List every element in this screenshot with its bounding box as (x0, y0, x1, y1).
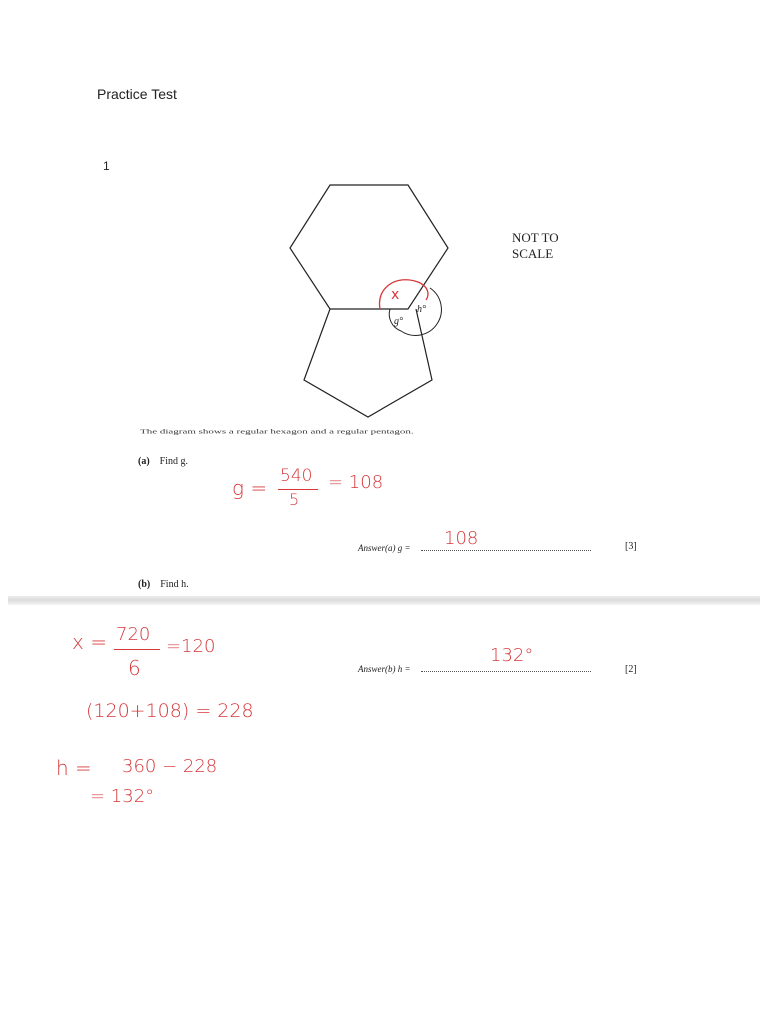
part-a-working (232, 466, 402, 514)
part-b-prompt (138, 579, 189, 590)
answer-b-row (358, 662, 591, 674)
working-b-lhs: x = (72, 630, 107, 654)
part-a-text: Find g. (159, 456, 189, 467)
marks-b: [2] (625, 664, 637, 675)
answer-a-var: g = (397, 543, 411, 553)
working-a-numerator: 540 (280, 466, 313, 486)
regular-pentagon (304, 309, 432, 417)
answer-b-handwritten: 132° (490, 645, 534, 666)
question-number: 1 (103, 159, 110, 173)
page-fold-divider (8, 596, 760, 605)
part-b-label: (b) (138, 579, 151, 590)
angle-x-label: x (391, 287, 400, 303)
answer-a-prefix: Answer(a) (358, 543, 396, 553)
angle-g-label: g° (394, 316, 403, 327)
hexagon-pentagon-diagram (270, 170, 470, 425)
working-b-line2: (120+108) = 228 (86, 700, 254, 722)
working-a-lhs: g = (232, 476, 268, 500)
marks-a: [3] (625, 541, 637, 552)
not-to-scale-note (512, 230, 559, 262)
answer-b-var: h = (397, 664, 411, 674)
regular-hexagon (290, 185, 448, 309)
answer-b-prefix: Answer(b) (358, 664, 396, 674)
part-a-prompt (138, 456, 188, 467)
answer-a-handwritten: 108 (444, 528, 479, 549)
working-a-denominator: 5 (289, 490, 300, 509)
working-b-line3-lhs: h = (56, 756, 92, 780)
not-to-scale-line2: SCALE (512, 246, 554, 261)
part-b-working (56, 622, 320, 822)
question-caption: The diagram shows a regular hexagon and a regular pentagon. (140, 428, 414, 436)
angle-h-label: h° (417, 304, 426, 315)
working-b-line4: = 132° (90, 786, 155, 807)
working-b-denominator: 6 (128, 656, 141, 680)
part-b-text: Find h. (160, 579, 189, 590)
working-b-result: =120 (166, 636, 216, 657)
part-a-label: (a) (138, 456, 150, 467)
working-b-numerator: 720 (116, 624, 151, 645)
page-title: Practice Test (97, 86, 177, 102)
working-a-result: = 108 (328, 472, 384, 493)
not-to-scale-line1: NOT TO (512, 230, 559, 245)
working-b-line3: 360 − 228 (122, 756, 218, 777)
